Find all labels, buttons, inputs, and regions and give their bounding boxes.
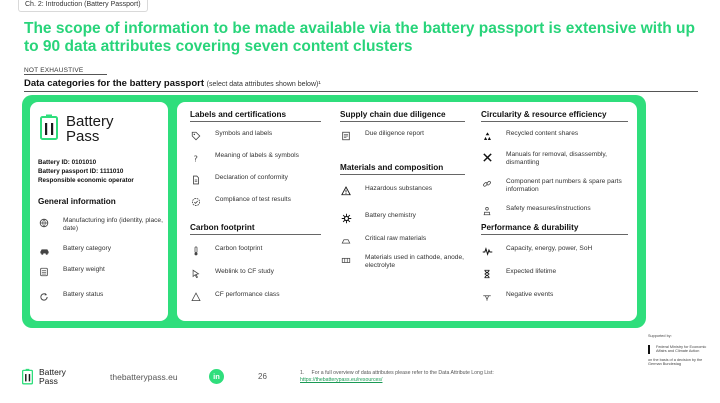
cursor-icon (190, 268, 202, 280)
question-icon (190, 152, 202, 164)
carbon-footprint-heading: Carbon footprint (190, 223, 321, 235)
footnote-text: For a full overview of data attributes please refer to the Data Attribute Long List: (311, 370, 494, 376)
refresh-icon (38, 291, 50, 303)
category-item-label: Carbon footprint (215, 245, 263, 252)
chapter-tag: Ch. 2: Introduction (Battery Passport) (18, 0, 148, 12)
section-heading (24, 78, 321, 89)
svg-text:?: ? (193, 153, 198, 163)
category-item (340, 235, 475, 247)
section-subtitle: (select data attributes shown below)¹ (206, 81, 321, 88)
mineral-icon (340, 235, 352, 247)
category-item-label: Component part numbers & spare parts information (506, 178, 622, 194)
thermometer-icon (190, 245, 202, 257)
category-item (481, 205, 631, 217)
category-item-label: Safety measures/instructions (506, 205, 591, 212)
supported-by-block (648, 334, 710, 392)
hourglass-icon (481, 268, 493, 280)
not-exhaustive-note: NOT EXHAUSTIVE (24, 67, 107, 75)
category-item-label: Critical raw materials (365, 235, 427, 242)
link-icon (481, 178, 493, 190)
safety-icon (481, 205, 493, 217)
report-icon (340, 130, 352, 142)
materials-heading: Materials and composition (340, 163, 465, 175)
category-item-label: Expected lifetime (506, 268, 557, 275)
categories-card (177, 102, 637, 321)
gear-check-icon (190, 196, 202, 208)
general-item-label: Battery weight (63, 266, 105, 273)
battery-logo-icon (40, 114, 58, 140)
category-item-label: CF performance class (215, 291, 280, 298)
category-item (481, 245, 631, 257)
document-icon (190, 174, 202, 186)
tools-icon (481, 151, 493, 163)
page-number: 26 (258, 372, 267, 381)
globe-icon (38, 217, 50, 229)
battery-pass-logo (40, 114, 114, 144)
page-title: The scope of information to be made available via the battery passport is extensive with up to 90 data attributes covering seven content clusters (24, 20, 695, 55)
category-item-label: Capacity, energy, power, SoH (506, 245, 593, 252)
category-item (190, 130, 325, 142)
data-categories-frame (22, 95, 646, 328)
category-item-label: Recycled content shares (506, 130, 579, 137)
bundestag-note: on the basis of a decision by the German Bundestag (648, 357, 703, 367)
tag-icon (190, 130, 202, 142)
category-item (190, 196, 325, 208)
category-item-label: Due diligence report (365, 130, 425, 137)
category-item (481, 151, 631, 168)
supported-by-label: Supported by: (648, 334, 672, 338)
category-item-label: Negative events (506, 291, 554, 298)
category-item (481, 178, 631, 195)
battery-pass-card (30, 102, 168, 321)
event-icon (481, 291, 493, 303)
category-item-label: Battery chemistry (365, 212, 416, 219)
warning-triangle-icon (190, 291, 202, 303)
category-item (340, 212, 475, 224)
category-item (340, 130, 475, 142)
general-item-label: Battery category (63, 245, 112, 252)
category-item (481, 291, 631, 303)
recycle-icon (481, 130, 493, 142)
logo-line-1: Battery (66, 113, 114, 130)
chemistry-icon (340, 212, 352, 224)
category-item (340, 254, 475, 271)
id-block (38, 158, 134, 185)
footer-logo-line-1: Battery (39, 367, 66, 377)
category-item (190, 152, 325, 164)
category-item (190, 268, 325, 280)
scale-icon (38, 266, 50, 278)
category-item (190, 245, 325, 257)
general-item-label: Manufacturing info (identity, place, date) (63, 217, 163, 233)
battery-id: Battery ID: 0101010 (38, 159, 97, 166)
car-icon (38, 245, 50, 257)
category-item-label: Symbols and labels (215, 130, 273, 137)
general-item (38, 291, 163, 303)
cells-icon (340, 254, 352, 266)
website-link[interactable]: thebatterypass.eu (110, 372, 178, 382)
linkedin-icon[interactable]: in (209, 369, 224, 384)
category-item-label: Weblink to CF study (215, 268, 274, 275)
performance-heading: Performance & durability (481, 223, 628, 235)
supply-chain-heading: Supply chain due diligence (340, 110, 465, 122)
circularity-heading: Circularity & resource efficiency (481, 110, 628, 122)
section-title: Data categories for the battery passport (24, 78, 205, 89)
ministry-logo: Federal Ministry for Economic Affairs and Climate Action (648, 345, 710, 354)
category-item-label: Compliance of test results (215, 196, 291, 203)
footnote-number: 1. (300, 370, 305, 376)
general-item (38, 245, 163, 257)
economic-operator: Responsible economic operator (38, 177, 134, 184)
general-item (38, 217, 163, 234)
footer-logo (22, 368, 66, 386)
category-item-label: Meaning of labels & symbols (215, 152, 299, 159)
category-item-label: Materials used in cathode, anode, electrolyte (365, 254, 464, 270)
section-divider (24, 91, 698, 92)
category-item (190, 291, 325, 303)
footnote (300, 370, 600, 384)
category-item (340, 185, 475, 197)
logo-line-2: Pass (66, 128, 100, 145)
battery-logo-icon (22, 368, 33, 385)
labels-certifications-heading: Labels and certifications (190, 110, 321, 122)
category-item (190, 174, 325, 186)
general-item (38, 266, 163, 278)
general-info-heading: General information (38, 197, 116, 206)
passport-id: Battery passport ID: 1111010 (38, 168, 124, 175)
category-item (481, 268, 631, 280)
category-item-label: Declaration of conformity (215, 174, 288, 181)
category-item-label: Hazardous substances (365, 185, 433, 192)
category-item (481, 130, 631, 142)
general-item-label: Battery status (63, 291, 104, 298)
category-item-label: Manuals for removal, disassembly, dismantling (506, 151, 608, 167)
hazard-icon (340, 185, 352, 197)
pulse-icon (481, 245, 493, 257)
footer-logo-line-2: Pass (39, 376, 58, 386)
footnote-link[interactable]: https://thebatterypass.eu/resources/ (300, 377, 383, 383)
